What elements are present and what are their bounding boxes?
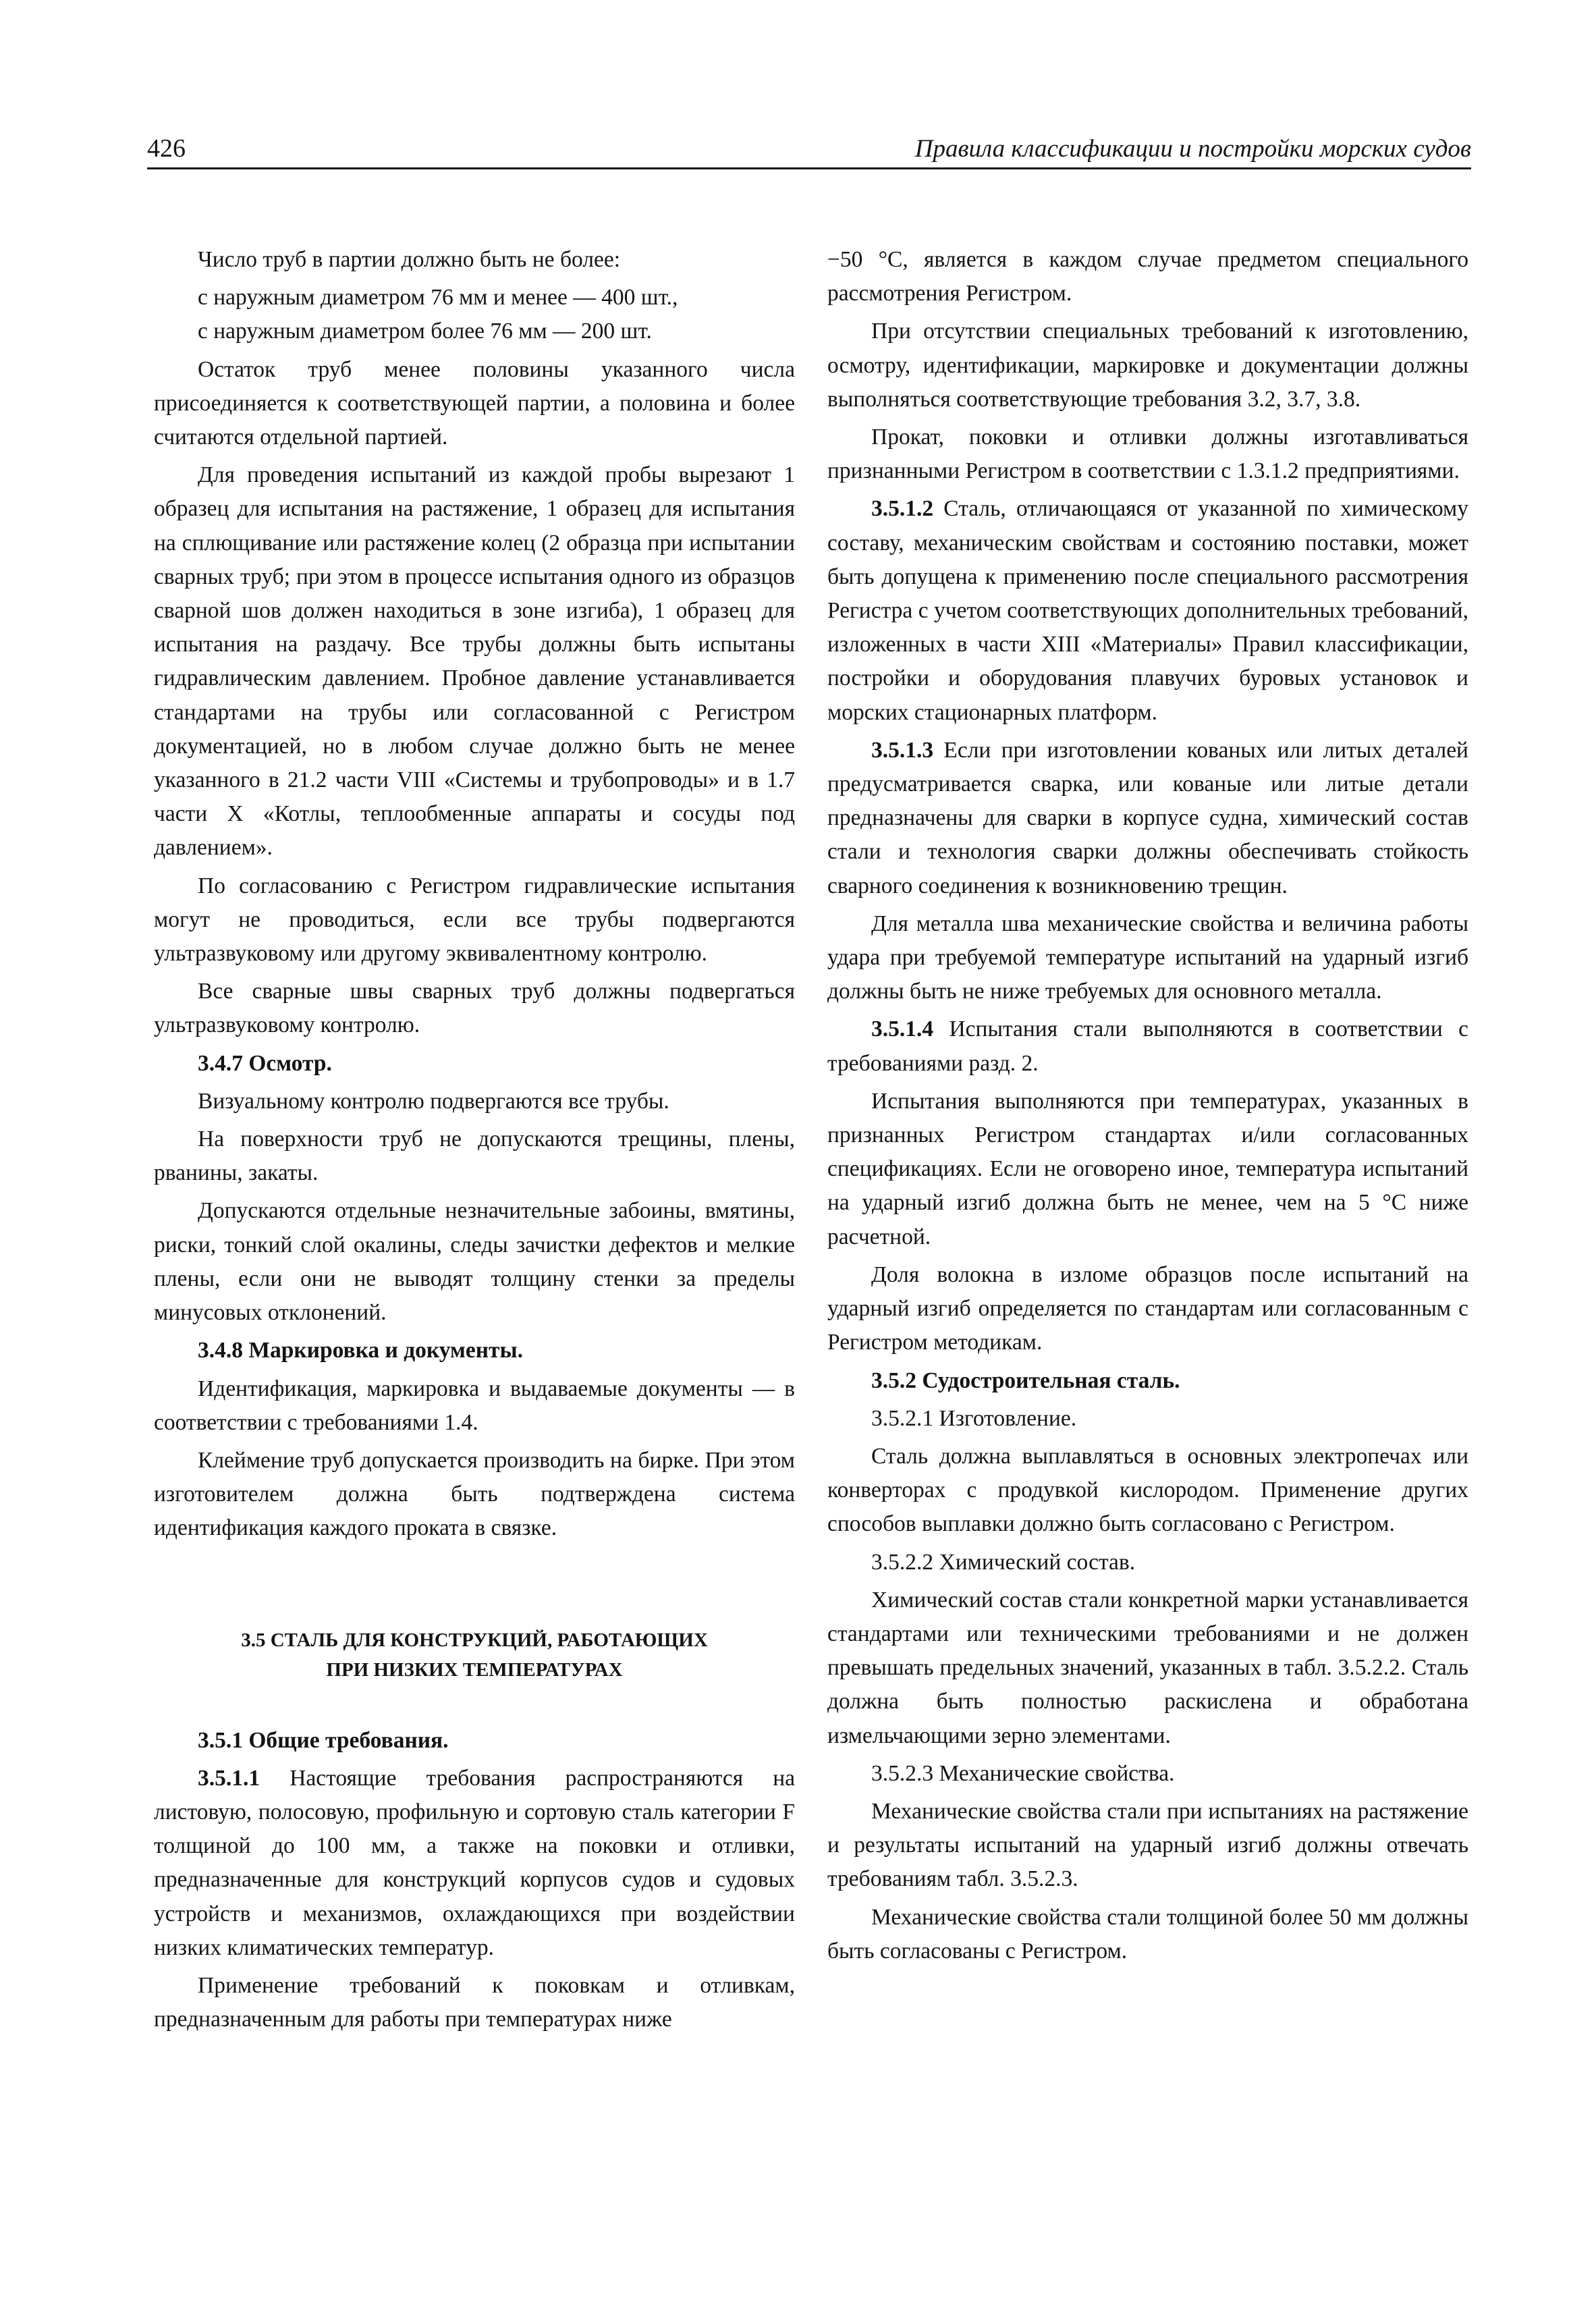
paragraph	[827, 734, 1468, 903]
paragraph: Химический состав стали конкретной марки устанавливается стандартами или техническими требованиями и не должен превышать предельных значений, указанных в табл. 3.5.2.2. Сталь должна быть полностью раскислена и обработана измельчающими зерно элементами.	[827, 1587, 1468, 1748]
paragraph	[827, 1012, 1468, 1080]
section-title-line-1: 3.5 СТАЛЬ ДЛЯ КОНСТРУКЦИЙ, РАБОТАЮЩИХ	[241, 1629, 708, 1651]
page-number: 426	[147, 134, 186, 163]
clause-text: Сталь, отличающаяся от указанной по химическому составу, механическим свойствам и состоянию поставки, может быть допущена к применению после специального рассмотрения Регистра с учетом соответствующих дополнительных требований, изложенных в части XIII «Материалы» Правил классификации, постройки и оборудования плавучих буровых установок и морских стационарных платформ.	[827, 496, 1468, 725]
clause-number: 3.5.1.3	[871, 737, 934, 763]
paragraph: Остаток труб менее половины указанного числа присоединяется к соответствующей партии, а половина и более считаются отдельной партией.	[154, 356, 795, 450]
running-title: Правила классификации и постройки морских судов	[914, 135, 1471, 163]
paragraph: Испытания выполняются при температурах, указанных в признанных Регистром стандартах и/или согласованных спецификациях. Если не оговорено иное, температура испытаний на ударный изгиб должна быть не менее, чем на 5 °C ниже расчетной.	[827, 1088, 1468, 1249]
subsection-heading: 3.5.2.3 Механические свойства.	[871, 1760, 1175, 1786]
subsection-heading: 3.4.7 Осмотр.	[198, 1050, 332, 1076]
paragraph: На поверхности труб не допускаются трещины, плены, рванины, закаты.	[154, 1127, 795, 1186]
section-title-line-2: ПРИ НИЗКИХ ТЕМПЕРАТУРАХ	[326, 1658, 623, 1681]
clause-number: 3.5.1.2	[871, 496, 934, 522]
paragraph: Сталь должна выплавляться в основных электропечах или конверторах с продувкой кислородом. Применение других способов выплавки должно быть согласовано с Регистром.	[827, 1443, 1468, 1537]
paragraph	[827, 492, 1468, 729]
paragraph: Идентификация, маркировка и выдаваемые документы — в соответствии с требованиями 1.4.	[154, 1376, 795, 1435]
page-header	[147, 128, 1471, 169]
paragraph: Визуальному контролю подвергаются все трубы.	[198, 1088, 669, 1114]
section-title	[154, 1625, 795, 1685]
subsection-heading: 3.5.2.1 Изготовление.	[871, 1405, 1077, 1431]
paragraph: Число труб в партии должно быть не более:	[198, 247, 621, 272]
paragraph: Прокат, поковки и отливки должны изготавливаться признанными Регистром в соответствии с 1.3.1.2 предприятиями.	[827, 425, 1468, 484]
subsection-heading: 3.5.2.2 Химический состав.	[871, 1549, 1136, 1575]
paragraph: Допускаются отдельные незначительные забоины, вмятины, риски, тонкий слой окалины, следы зачистки дефектов и мелкие плены, если они не выводят толщину стенки за пределы минусовых отклонений.	[154, 1198, 795, 1326]
paragraph: Для проведения испытаний из каждой пробы вырезают 1 образец для испытания на растяжение, 1 образец для испытания на сплющивание или растяжение колец (2 образца при испытании сварных труб; при этом в процессе испытания одного из образцов сварной шов должен находиться в зоне изгиба), 1 образец для испытания на раздачу. Все трубы должны быть испытаны гидравлическим давлением. Пробное давление устанавливается стандартами на трубы или согласованной с Регистром документацией, но в любом случае должно быть не менее указанного в 21.2 части VIII «Системы и трубопроводы» и в 1.7 части X «Котлы, теплообменные аппараты и сосуды под давлением».	[154, 462, 795, 861]
paragraph: Для металла шва механические свойства и величина работы удара при требуемой температуре испытаний на ударный изгиб должны быть не ниже требуемых для основного металла.	[827, 911, 1468, 1004]
clause-text: Если при изготовлении кованых или литых деталей предусматривается сварка, или кованые или литые детали предназначены для сварки в корпусе судна, химический состав стали и технология сварки должны обеспечивать стойкость сварного соединения к возникновению трещин.	[827, 737, 1468, 898]
subsection-heading: 3.5.1 Общие требования.	[198, 1727, 449, 1753]
right-column	[827, 243, 1468, 1972]
paragraph: Применение требований к поковкам и отливкам, предназначенным для работы при температурах ниже	[154, 1972, 795, 2032]
paragraph: Доля волокна в изломе образцов после испытаний на ударный изгиб определяется по стандартам или согласованным с Регистром методикам.	[827, 1262, 1468, 1355]
paragraph: с наружным диаметром более 76 мм — 200 шт.	[198, 319, 652, 344]
paragraph: Механические свойства стали толщиной более 50 мм должны быть согласованы с Регистром.	[827, 1904, 1468, 1964]
paragraph: Механические свойства стали при испытаниях на растяжение и результаты испытаний на ударный изгиб должны отвечать требованиям табл. 3.5.2.3.	[827, 1798, 1468, 1892]
clause-number: 3.5.1.1	[198, 1765, 260, 1791]
clause-number: 3.5.1.4	[871, 1017, 934, 1042]
clause-text: Испытания стали выполняются в соответствии с требованиями разд. 2.	[827, 1017, 1468, 1076]
paragraph: По согласованию с Регистром гидравлические испытания могут не проводиться, если все трубы подвергаются ультразвуковому или другому эквивалентному контролю.	[154, 873, 795, 967]
clause-text: Настоящие требования распространяются на листовую, полосовую, профильную и сортовую сталь категории F толщиной до 100 мм, а также на поковки и отливки, предназначенные для конструкций корпусов судов и судовых устройств и механизмов, охлаждающихся при воздействии низких климатических температур.	[154, 1765, 795, 1960]
subsection-heading: 3.5.2 Судостроительная сталь.	[871, 1368, 1180, 1393]
paragraph: с наружным диаметром 76 мм и менее — 400 шт.,	[198, 285, 678, 310]
subsection-heading: 3.4.8 Маркировка и документы.	[198, 1338, 524, 1363]
paragraph: −50 °C, является в каждом случае предметом специального рассмотрения Регистром.	[827, 247, 1468, 306]
paragraph: Все сварные швы сварных труб должны подвергаться ультразвуковому контролю.	[154, 979, 795, 1038]
paragraph: Клеймение труб допускается производить на бирке. При этом изготовителем должна быть подтверждена система идентификация каждого проката в связке.	[154, 1447, 795, 1541]
paragraph	[154, 1762, 795, 1965]
left-column	[154, 243, 795, 2040]
paragraph: При отсутствии специальных требований к изготовлению, осмотру, идентификации, маркировке и документации должны выполняться соответствующие требования 3.2, 3.7, 3.8.	[827, 319, 1468, 412]
